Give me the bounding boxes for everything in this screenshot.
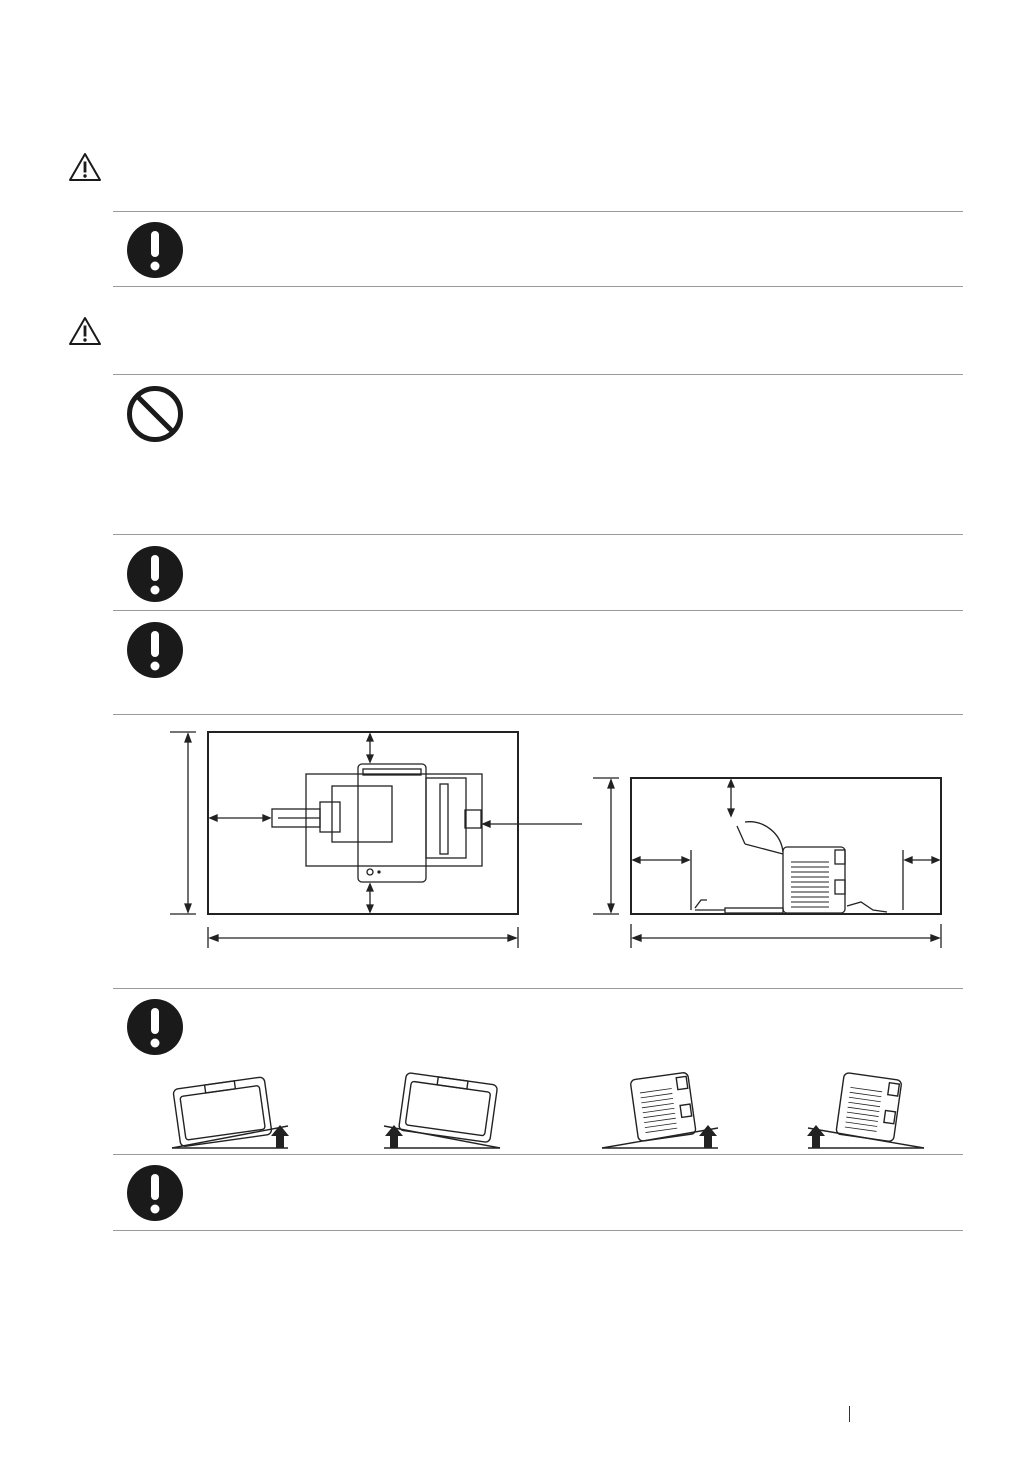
prohibition-circle-icon	[126, 385, 184, 443]
tilt-front-left-illustration	[380, 1068, 505, 1154]
printer-top-view-diagram	[160, 722, 590, 957]
exclamation-circle-icon	[126, 1164, 184, 1222]
warning-triangle-icon	[68, 316, 102, 346]
exclamation-circle-icon	[126, 221, 184, 279]
section-rule	[113, 211, 963, 212]
section-rule	[113, 714, 963, 715]
tilt-front-right-illustration	[168, 1068, 293, 1154]
tilt-side-right-illustration	[598, 1068, 723, 1154]
printer-side-view-diagram	[585, 770, 955, 955]
section-rule	[113, 610, 963, 611]
tilt-side-left-illustration	[804, 1068, 929, 1154]
section-rule	[113, 1154, 963, 1155]
warning-triangle-icon	[68, 152, 102, 182]
section-rule	[113, 534, 963, 535]
footer-divider	[849, 1406, 850, 1422]
exclamation-circle-icon	[126, 621, 184, 679]
section-rule	[113, 1230, 963, 1231]
exclamation-circle-icon	[126, 545, 184, 603]
section-rule	[113, 374, 963, 375]
section-rule	[113, 988, 963, 989]
exclamation-circle-icon	[126, 998, 184, 1056]
section-rule	[113, 286, 963, 287]
